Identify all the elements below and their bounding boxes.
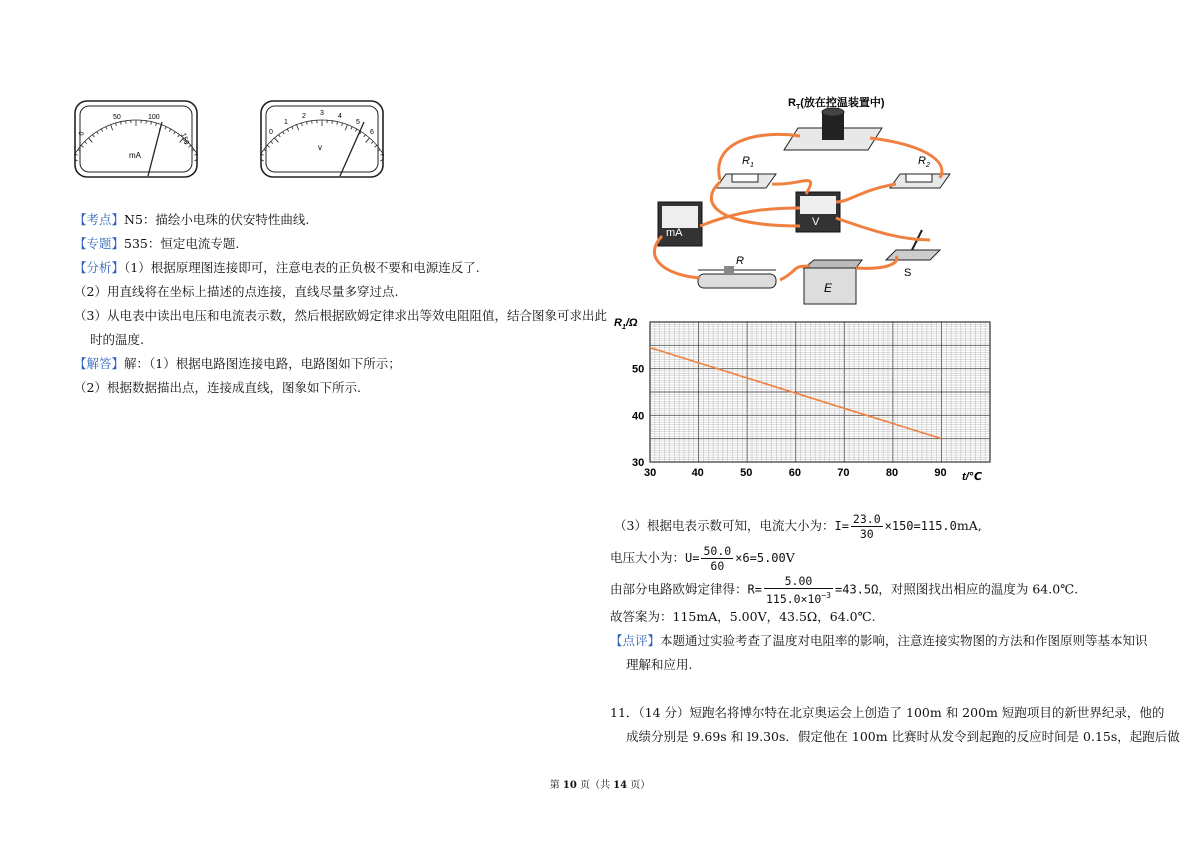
chart-ylabel-sub: 1 [621,324,626,331]
r1-resistor [716,155,776,188]
chart-xlabel: t/℃ [962,471,983,483]
chart-x-tick: 40 [691,467,704,479]
current-num: 23.0 [852,512,881,526]
rt-note: (放在控温装置中) [800,97,885,109]
kaodian-text: N5：描绘小电珠的伏安特性曲线. [124,212,310,227]
zhuanti-tag: 【专题】 [74,236,125,251]
circuit-diagram [600,90,990,310]
chart-y-tick: 50 [632,363,645,376]
voltmeter-tick-4: 4 [338,113,342,120]
rt-thermistor [784,95,885,150]
svg-text:RT(放在控温装置中) [788,95,885,111]
voltmeter-tick-5: 5 [356,119,360,126]
dianping-line-2: 理解和应用. [626,657,693,672]
chart-x-tick: 80 [885,467,899,479]
dianping-line [610,631,1148,651]
fenxi-line-3b: 时的温度. [90,332,144,347]
resistance-temperature-chart [608,312,1000,484]
resistance-prefix: 由部分电路欧姆定律得： [610,581,748,597]
rt-label: R [788,97,796,109]
chart-x-tick: 90 [934,467,947,479]
ammeter-tick-150: 150 [179,132,190,146]
r2-label: R [918,155,926,167]
rheostat [698,255,776,288]
jieda-text: 解：（1）根据电路图连接电路，电路图如下所示； [124,356,401,371]
chart-x-tick: 60 [788,467,801,479]
kaodian-line [74,210,309,230]
voltage-den: 60 [710,559,725,573]
voltmeter-tick-6: 6 [370,129,374,136]
footer-pre: 第 [549,780,563,791]
voltage-unit: V [785,550,795,565]
jieda-tag: 【解答】 [74,356,125,371]
current-prefix: （3）根据电表示数可知，电流大小为： [614,518,835,533]
fenxi-text: （1）根据原理图连接即可，注意电表的正负极不要和电源连反了. [124,260,480,275]
ammeter-figure [74,100,198,178]
resistance-den [764,589,833,606]
voltage-lhs: U= [685,551,700,565]
chart-ylabel [614,317,638,331]
footer-page: 10 [562,780,577,791]
resistance-num: 5.00 [764,574,833,589]
resistance-den-exp: −3 [821,591,831,600]
r1-sub: 1 [749,162,754,169]
chart-x-tick: 70 [837,467,850,479]
chart-y-tick: 30 [632,457,645,469]
jieda-line-2: （2）根据数据描出点，连接成直线，图象如下所示. [74,380,361,395]
ammeter-tick-50: 50 [113,114,121,121]
voltmeter-figure [260,100,384,178]
jieda-line [74,354,401,374]
s-label: S [904,267,912,279]
resistance-den-base: 115.0×10 [765,591,822,606]
voltmeter-tick-0: 0 [269,129,273,136]
chart-ylabel-unit: /Ω [625,317,638,329]
voltmeter-tick-2: 2 [302,113,306,120]
r-label: R [736,255,744,267]
voltage-prefix: 电压大小为： [610,550,686,565]
solution-voltage [610,544,795,573]
current-den: 30 [859,527,874,541]
chart-ylabel-r: R [614,317,622,329]
fenxi-line [74,258,480,278]
v-label: V [812,216,820,228]
battery-e [804,260,862,304]
voltmeter-tick-3: 3 [320,110,324,117]
ma-label: mA [666,227,683,239]
ammeter-unit: mA [129,151,141,160]
current-unit: mA, [956,518,982,533]
kaodian-tag: 【考点】 [74,212,125,227]
fenxi-tag: 【分析】 [74,260,125,275]
ammeter-tick-100: 100 [148,114,160,121]
dianping-tag: 【点评】 [610,633,661,648]
chart-x-tick: 30 [644,467,657,479]
current-lhs: I= [834,519,849,533]
footer-mid: 页（共 [576,780,614,791]
page-footer [0,776,1200,791]
voltage-fraction [701,544,733,573]
fenxi-line-2: （2）用直线将在坐标上描述的点连接，直线尽量多穿过点. [74,284,399,299]
zhuanti-text: 535：恒定电流专题. [124,236,240,251]
dianping-text: 本题通过实验考查了温度对电阻率的影响，注意连接实物图的方法和作图原则等基本知识 [660,633,1148,648]
voltage-num: 50.0 [703,544,732,558]
solution-current [614,512,982,541]
svg-text:R1 [742,155,754,169]
resistance-fraction [764,574,833,606]
resistance-rest: =43.5Ω [835,582,879,597]
chart-x-tick: 50 [740,467,753,479]
question11-line-2: 成绩分别是 9.69s 和 l9.30s．假定他在 100m 比赛时从发令到起跑的反应时间是 0.15s，起跑后做 [626,729,1180,744]
question11-line-1: 11．（14 分）短跑名将博尔特在北京奥运会上创造了 100m 和 200m 短跑项目的新世界纪录，他的 [610,705,1165,720]
voltage-rest: ×6=5.00 [735,551,786,565]
voltmeter-tick-1: 1 [284,119,288,126]
r1-label: R [742,155,750,167]
footer-total: 14 [613,780,628,791]
resistance-lhs: R= [747,582,762,597]
rt-sub: T [795,104,801,111]
footer-post: 页） [627,780,651,791]
zhuanti-line [74,234,239,254]
ammeter-tick-0: 0 [78,130,86,137]
fenxi-line-3: （3）从电表中读出电压和电流表示数，然后根据欧姆定律求出等效电阻阻值，结合图象可求出此 [74,308,607,323]
r2-sub: 2 [925,162,930,169]
svg-text:R2 [918,155,930,169]
e-label: E [824,281,833,295]
current-rest: ×150=115.0 [884,519,957,533]
switch-s [886,230,940,279]
current-fraction [851,512,883,541]
answer-line: 故答案为：115mA，5.00V，43.5Ω，64.0℃. [610,609,876,624]
ma-meter [658,202,702,246]
solution-resistance [610,574,1078,606]
resistance-suffix: ，对照图找出相应的温度为 64.0℃. [878,581,1079,597]
v-meter [796,192,840,232]
chart-y-tick: 40 [632,410,645,423]
voltmeter-unit: v [318,143,322,152]
